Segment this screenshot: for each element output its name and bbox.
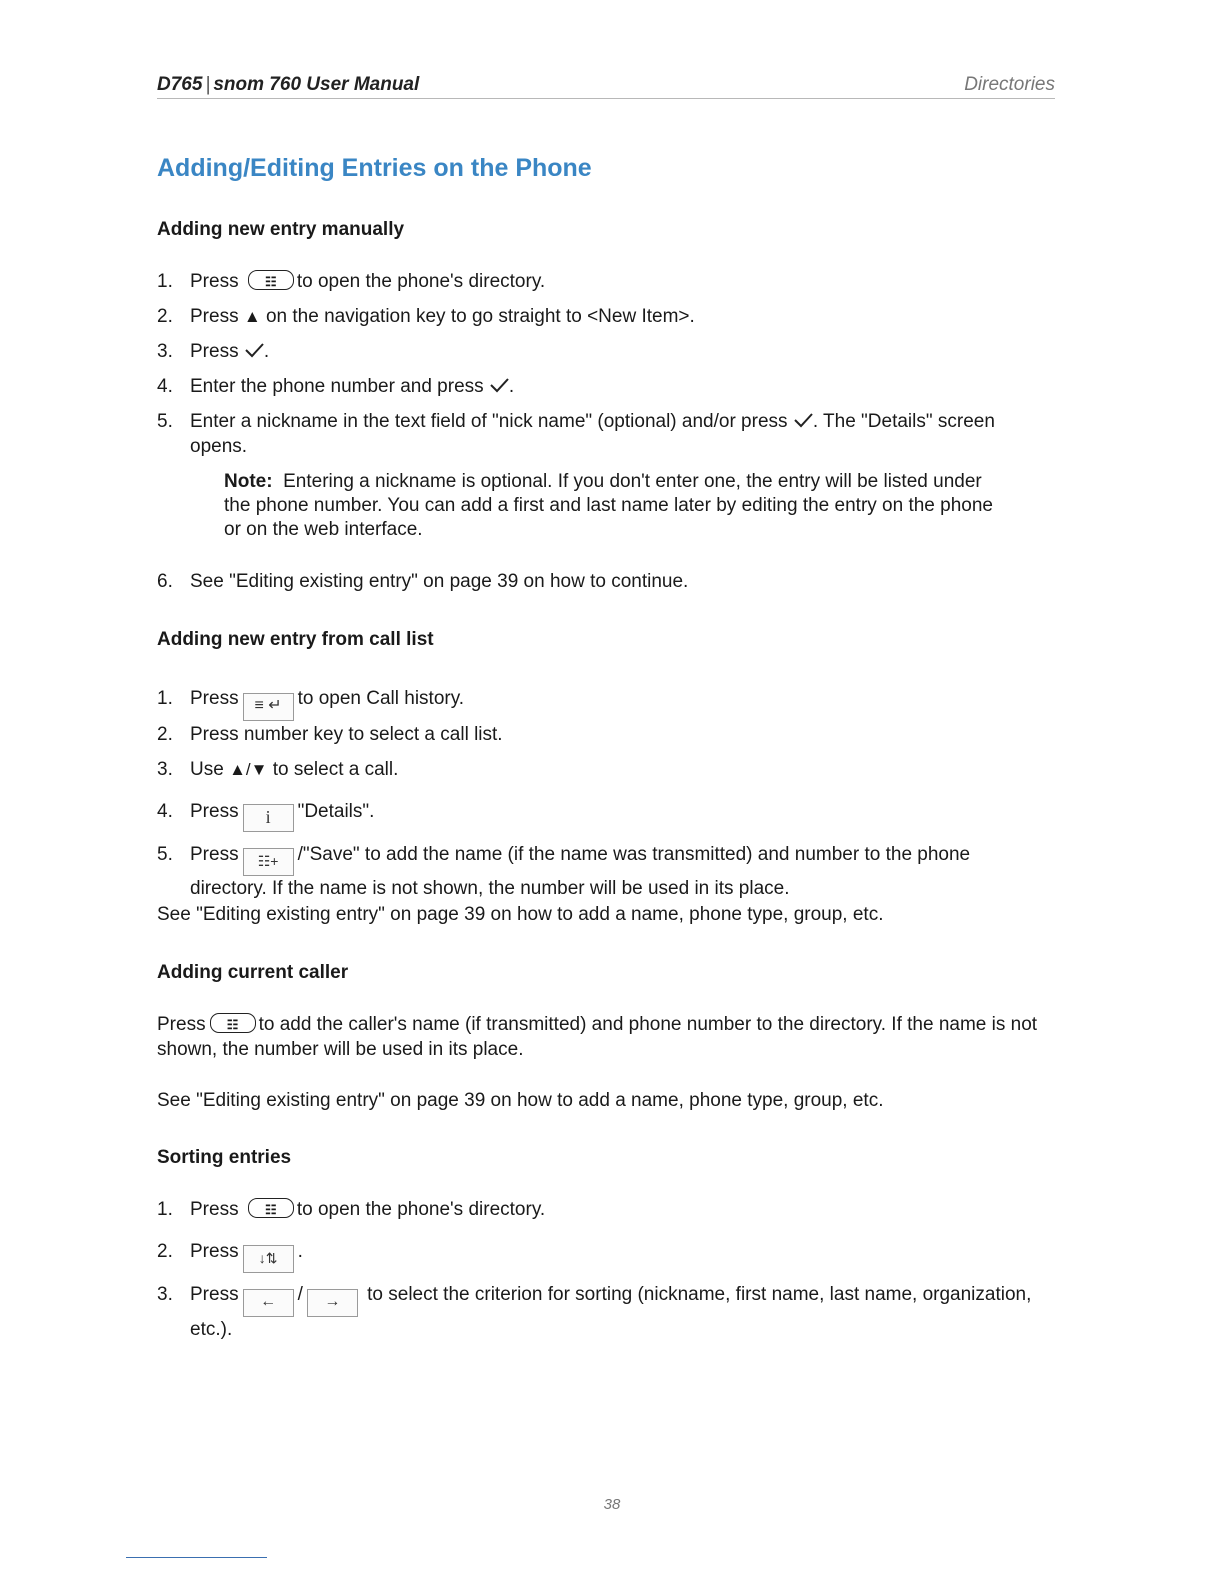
manual-name: snom 760 User Manual — [213, 74, 420, 95]
directory-key-icon: ☷ — [248, 1198, 294, 1218]
section-heading-current-caller: Adding current caller — [157, 962, 349, 983]
body-paragraph: Press ☷ to add the caller's name (if transmitted) and phone number to the directory. If the name is not shown, the number will be used in its place. — [157, 1014, 1038, 1060]
cross-reference-text: See "Editing existing entry" on page 39 on how to add a name, phone type, group, etc. — [157, 1090, 884, 1111]
page-header — [157, 74, 1055, 99]
checkmark-icon — [244, 340, 264, 360]
right-arrow-softkey-icon: → — [307, 1289, 358, 1317]
manual-page: D765 | snom 760 User Manual Directories Adding/Editing Entries on the Phone Adding new entry manually 1. Press ☷ to open the phone's directory. 2. Press ▲ on the navigation key to go straight to <New Item>. 3. Press . 4. Enter the phone number and press . 5. Enter a nickname in the text field of "nick name" (optional) and/or press . The "Details" screen opens. Note: Entering a nickname is optional. If you don't enter one, the entry will be listed under the phone number. You can add a first and last name later by editing the entry on the phone or on the web interface. 6. See "Editing existing entry" on page 39 on how to continue. Adding new entry from call list 1. Press ≡ ↵ to open Call history. 2. Press number key to select a call list. 3. Use ▲/▼ to select a call. 4. Press i "Details". 5. Press ☷+ /"Save" to add the name (if the name was transmitted) and number to the phone directory. If the name is not shown, the number will be used in its place. See "Editing existing entry" on page 39 on how to add a name, phone type, group, etc. Adding current caller Press ☷ to add the caller's name (if transmitted) and phone number to the directory. If the name is not shown, the number will be used in its place. See "Editing existing entry" on page 39 on how to add a name, phone type, group, etc. Sorting entries 1. Press ☷ to open the phone's directory. 2. Press ↓⇅ . 3. Press ← / → to select the criterion for sorting (nickname, first name, last name, organization, etc.). 38 — [0, 0, 1224, 1584]
footer-divider — [126, 1557, 267, 1558]
note-block — [224, 470, 994, 542]
add-to-directory-softkey-icon: ☷+ — [243, 848, 294, 876]
up-arrow-icon: ▲ — [243, 307, 261, 326]
note-text: Entering a nickname is optional. If you don't enter one, the entry will be listed under the phone number. You can add a first and last name later by editing the entry on the phone or on the web interface. — [224, 471, 993, 540]
left-arrow-softkey-icon: ← — [243, 1289, 294, 1317]
page-number: 38 — [603, 1496, 621, 1513]
page-title: Adding/Editing Entries on the Phone — [157, 154, 592, 182]
sort-softkey-icon: ↓⇅ — [243, 1245, 294, 1273]
section-heading-manual: Adding new entry manually — [157, 219, 405, 240]
note-label: Note: — [224, 471, 273, 492]
header-doc-title: D765 | snom 760 User Manual — [157, 74, 420, 95]
section-heading-sorting: Sorting entries — [157, 1147, 292, 1168]
header-section: Directories — [964, 74, 1055, 95]
info-softkey-icon: i — [243, 804, 294, 832]
doc-id: D765 — [157, 74, 203, 95]
section-heading-call-list: Adding new entry from call list — [157, 629, 434, 650]
up-down-arrow-icon: ▲/▼ — [229, 760, 268, 779]
directory-key-icon: ☷ — [210, 1013, 256, 1033]
checkmark-icon — [489, 375, 509, 395]
directory-key-icon: ☷ — [248, 270, 294, 290]
checkmark-icon — [793, 410, 813, 430]
call-history-softkey-icon: ≡ ↵ — [243, 693, 294, 721]
cross-reference-text: See "Editing existing entry" on page 39 on how to add a name, phone type, group, etc. — [157, 904, 884, 925]
